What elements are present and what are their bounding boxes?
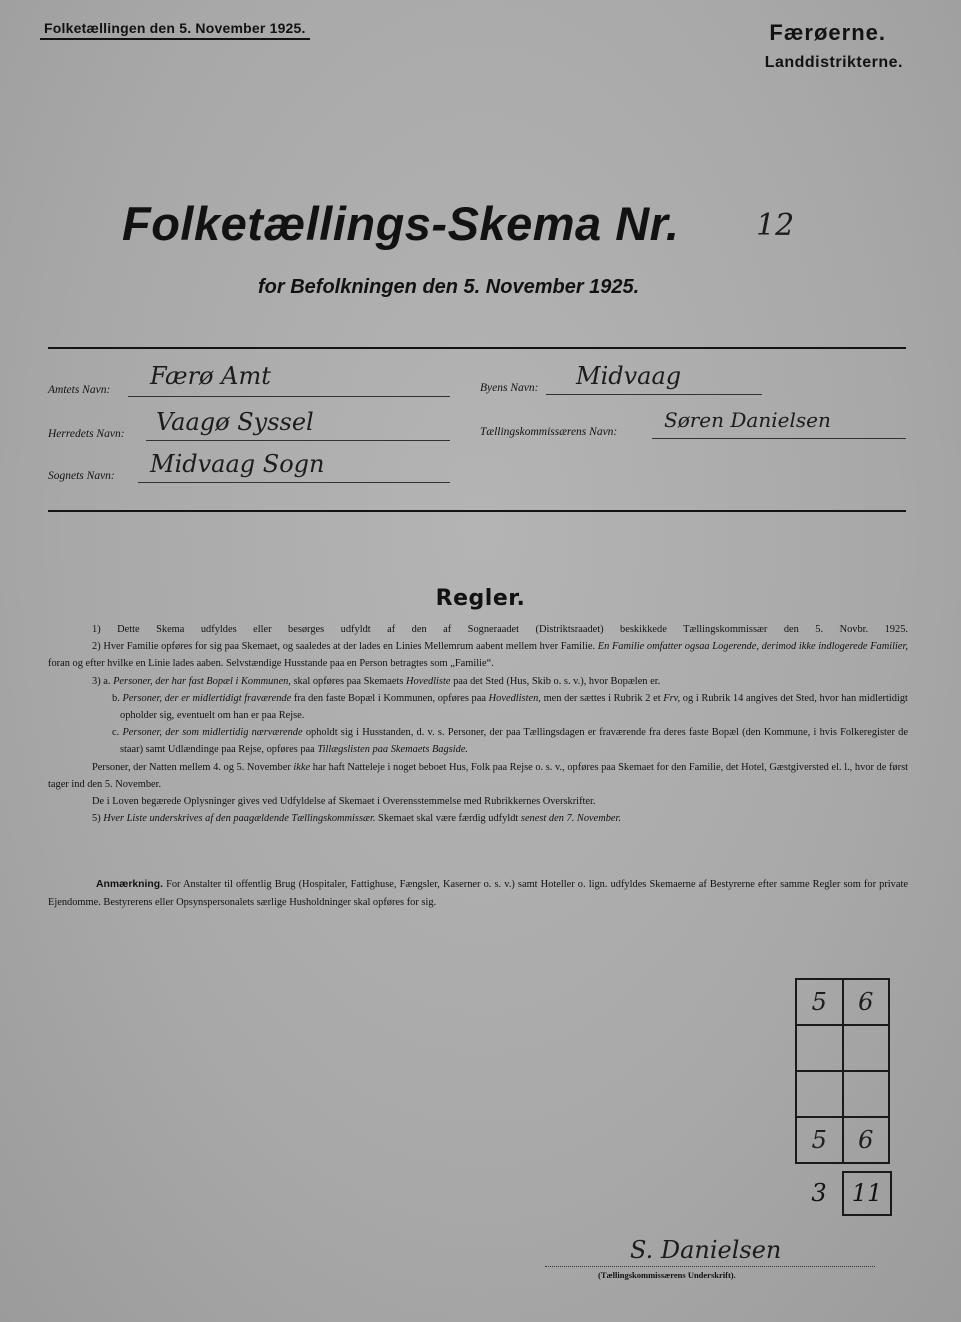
sogn-label: Sognets Navn: [48,470,115,482]
signature-caption: (Tællingskommissærens Underskrift). [598,1270,736,1280]
header-district-type: Landdistrikterne. [764,54,903,71]
tally-cell: 5 [796,1117,843,1163]
tally-table [795,978,890,1164]
kommissaer-line [652,438,906,439]
tally-cell [843,1071,890,1117]
herred-label: Herredets Navn: [48,428,125,440]
top-divider [48,347,906,349]
tally-row [796,1117,889,1163]
tally-cell [796,1071,843,1117]
rule-2: 2) Hver Familie opføres for sig paa Skemaet, og saaledes at der lades en Linies Mellemrum aabent mellem hver Familie. En Familie omfatter ogsaa Logerende, derimod ikke indlogerede Familier, foran og efter hvilke en Linie lades aaben. Selvstændige Husstande paa en Person betragtes som „Familie“. [48,641,909,670]
sogn-line [138,482,450,483]
rules-text [48,621,908,827]
tally-cell: 5 [796,979,843,1025]
anmaerkning-label: Anmærkning. [96,879,163,890]
signature-line [545,1266,875,1267]
tally-cell [796,1025,843,1071]
rule-3d: Personer, der Natten mellem 4. og 5. November ikke har haft Natteleje i noget beboet Hus, Folk paa Rejse o. s. v., opføres paa Skemaet for den Familie, det Hotel, Gæstgiversted el. l., hvor de først tager ind den 5. November. [48,761,909,790]
signature: S. Danielsen [630,1236,782,1264]
tally-extra-b: 11 [842,1171,892,1216]
amt-label: Amtets Navn: [48,384,111,396]
tally-row [796,1025,889,1071]
anmaerkning-text: For Anstalter til offentlig Brug (Hospitaler, Fattighuse, Fængsler, Kaserner o. s. v.) samt Hoteller o. lign. udfyldes Skemaerne af Bestyrerne efter samme Regler som for private Ejendomme. Bestyrerens eller Opsynspersonalets særlige Husholdninger skal opføres for sig. [48,879,908,908]
rule-3b: b. Personer, der er midlertidigt fraværende fra den faste Bopæl i Kommunen, opføres paa Hovedlisten, men der sættes i Rubrik 2 et Frv, og i Rubrik 14 angives det Sted, hvor han midlertidigt opholder sig, eventuelt om han er paa Rejse. [112,692,908,722]
rule-3c: c. Personer, der som midlertidig nærværende opholdt sig i Husstanden, d. v. s. Personer, der paa Tællingsdagen er fraværende fra deres faste Bopæl (den Kommune, i hvis Folkeregister de staar) samt Udlændinge paa Rejse, opføres paa Tillægslisten paa Skemaets Bagside. [112,727,908,756]
tally-row [796,1071,889,1117]
amt-value: Færø Amt [150,362,271,390]
kommissaer-value: Søren Danielsen [664,408,831,432]
sogn-value: Midvaag Sogn [150,450,325,478]
rules-heading: Regler. [435,586,526,611]
bottom-divider [48,510,906,512]
rule-5: 5) Hver Liste underskrives af den paagældende Tællingskommissær. Skemaet skal være færdig udfyldt senest den 7. November. [92,813,622,825]
tally-extra-row [795,1171,892,1215]
by-label: Byens Navn: [480,382,539,394]
herred-value: Vaagø Syssel [156,408,314,436]
form-title: Folketællings-Skema Nr. [122,197,680,250]
tally-extra-a: 3 [811,1179,827,1207]
tally-row [796,979,889,1025]
herred-line [146,440,450,441]
by-value: Midvaag [576,362,682,390]
tally-cell: 6 [843,1117,890,1163]
header-census-date: Folketællingen den 5. November 1925. [40,20,310,40]
rule-4: De i Loven begærede Oplysninger gives ved Udfyldelse af Skemaet i Overensstemmelse med Rubrikkernes Overskrifter. [92,796,596,808]
kommissaer-label: Tællingskommissærens Navn: [480,426,618,438]
amt-line [128,396,450,397]
anmaerkning [48,876,908,912]
header-region: Færøerne. [769,20,886,45]
tally-cell: 6 [843,979,890,1025]
form-subtitle: for Befolkningen den 5. November 1925. [258,276,640,298]
rule-1: 1) Dette Skema udfyldes eller besørges udfyldt af den af Sogneraadet (Distriktsraadet) beskikkede Tællingskommissær den 5. Novbr. 1925. [92,624,908,635]
rule-3a: 3) a. Personer, der har fast Bopæl i Kommunen, skal opføres paa Skemaets Hovedliste paa det Sted (Hus, Skib o. s. v.), hvor Bopælen er. [92,675,661,687]
schema-number: 12 [756,208,795,243]
tally-cell [843,1025,890,1071]
by-line [546,394,762,395]
